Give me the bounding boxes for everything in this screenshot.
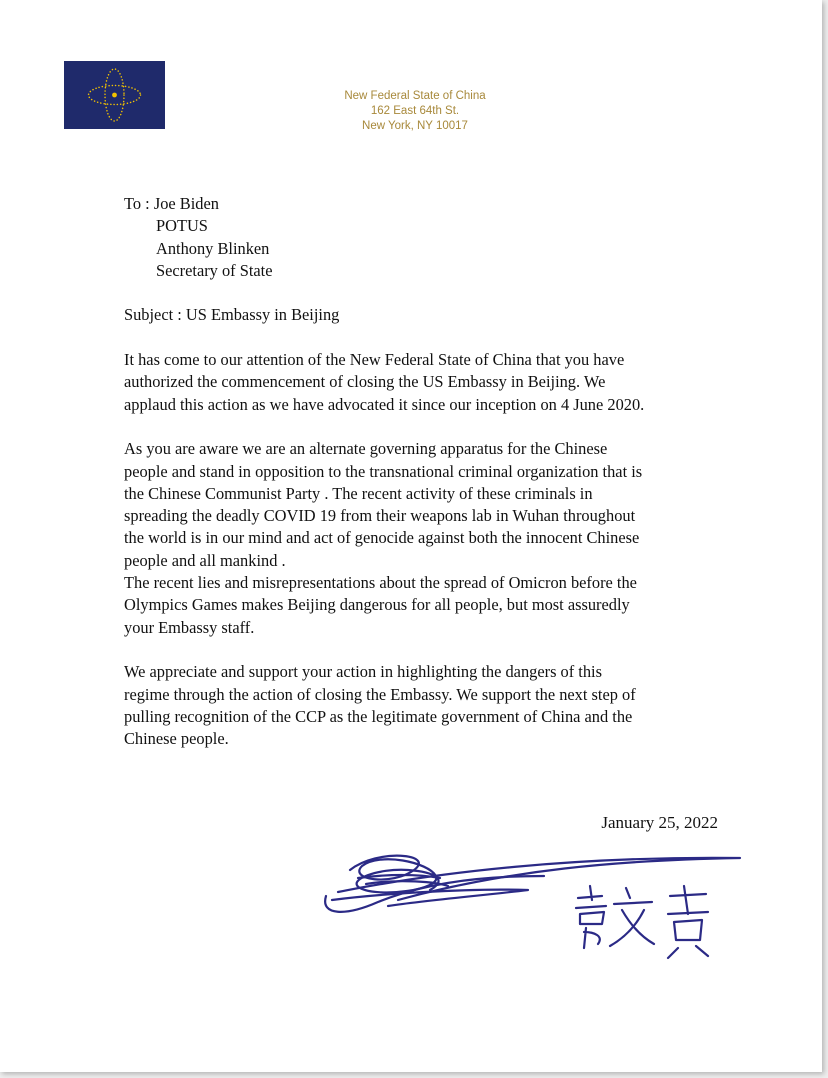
address-line-1: 162 East 64th St. — [370, 105, 460, 117]
paragraph-line: people and all mankind . — [124, 550, 286, 570]
letter-date: January 25, 2022 — [601, 813, 718, 832]
paragraph-line: your Embassy staff. — [124, 617, 255, 637]
paragraph-line: We appreciate and support your action in highlighting the dangers of this — [124, 662, 602, 682]
paragraph-line: pulling recognition of the CCP as the legitimate government of China and the — [124, 706, 633, 726]
recipient-block — [124, 193, 744, 282]
letterhead-address — [300, 89, 530, 134]
paragraph-line: people and stand in opposition to the transnational criminal organization that is — [124, 461, 643, 481]
paragraph-line: The recent lies and misrepresentations about the spread of Omicron before the — [124, 573, 637, 593]
letter-body — [124, 193, 744, 750]
recipient-title-2: Secretary of State — [156, 260, 273, 280]
paragraph-line: applaud this action as we have advocated it since our inception on 4 June 2020. — [124, 394, 645, 414]
paragraph-line: As you are aware we are an alternate governing apparatus for the Chinese — [124, 439, 608, 459]
recipient-title-1: POTUS — [156, 216, 208, 236]
paragraph-line: Olympics Games makes Beijing dangerous for all people, but most assuredly — [124, 595, 630, 615]
paragraph-line: spreading the deadly COVID 19 from their weapons lab in Wuhan throughout — [124, 506, 636, 526]
organization-name: New Federal State of China — [344, 90, 486, 102]
paragraph-line: authorized the commencement of closing the US Embassy in Beijing. We — [124, 372, 606, 392]
recipient-name-2: Anthony Blinken — [156, 238, 270, 258]
subject-line: Subject : US Embassy in Beijing — [124, 305, 340, 325]
recipient-name-1: Joe Biden — [153, 194, 219, 213]
handwritten-signature — [318, 840, 748, 970]
paragraph-1 — [124, 349, 744, 416]
paragraph-line: the Chinese Communist Party . The recent activity of these criminals in — [124, 483, 593, 503]
to-prefix: To : — [124, 194, 154, 213]
paragraph-2 — [124, 438, 744, 639]
paragraph-line: It has come to our attention of the New Federal State of China that you have — [124, 350, 625, 370]
nfsc-flag-logo — [64, 61, 165, 129]
address-line-2: New York, NY 10017 — [362, 120, 468, 132]
paragraph-line: Chinese people. — [124, 729, 229, 749]
paragraph-line: regime through the action of closing the Embassy. We support the next step of — [124, 684, 636, 704]
paragraph-3 — [124, 661, 744, 750]
paragraph-line: the world is in our mind and act of genocide against both the innocent Chinese — [124, 528, 640, 548]
